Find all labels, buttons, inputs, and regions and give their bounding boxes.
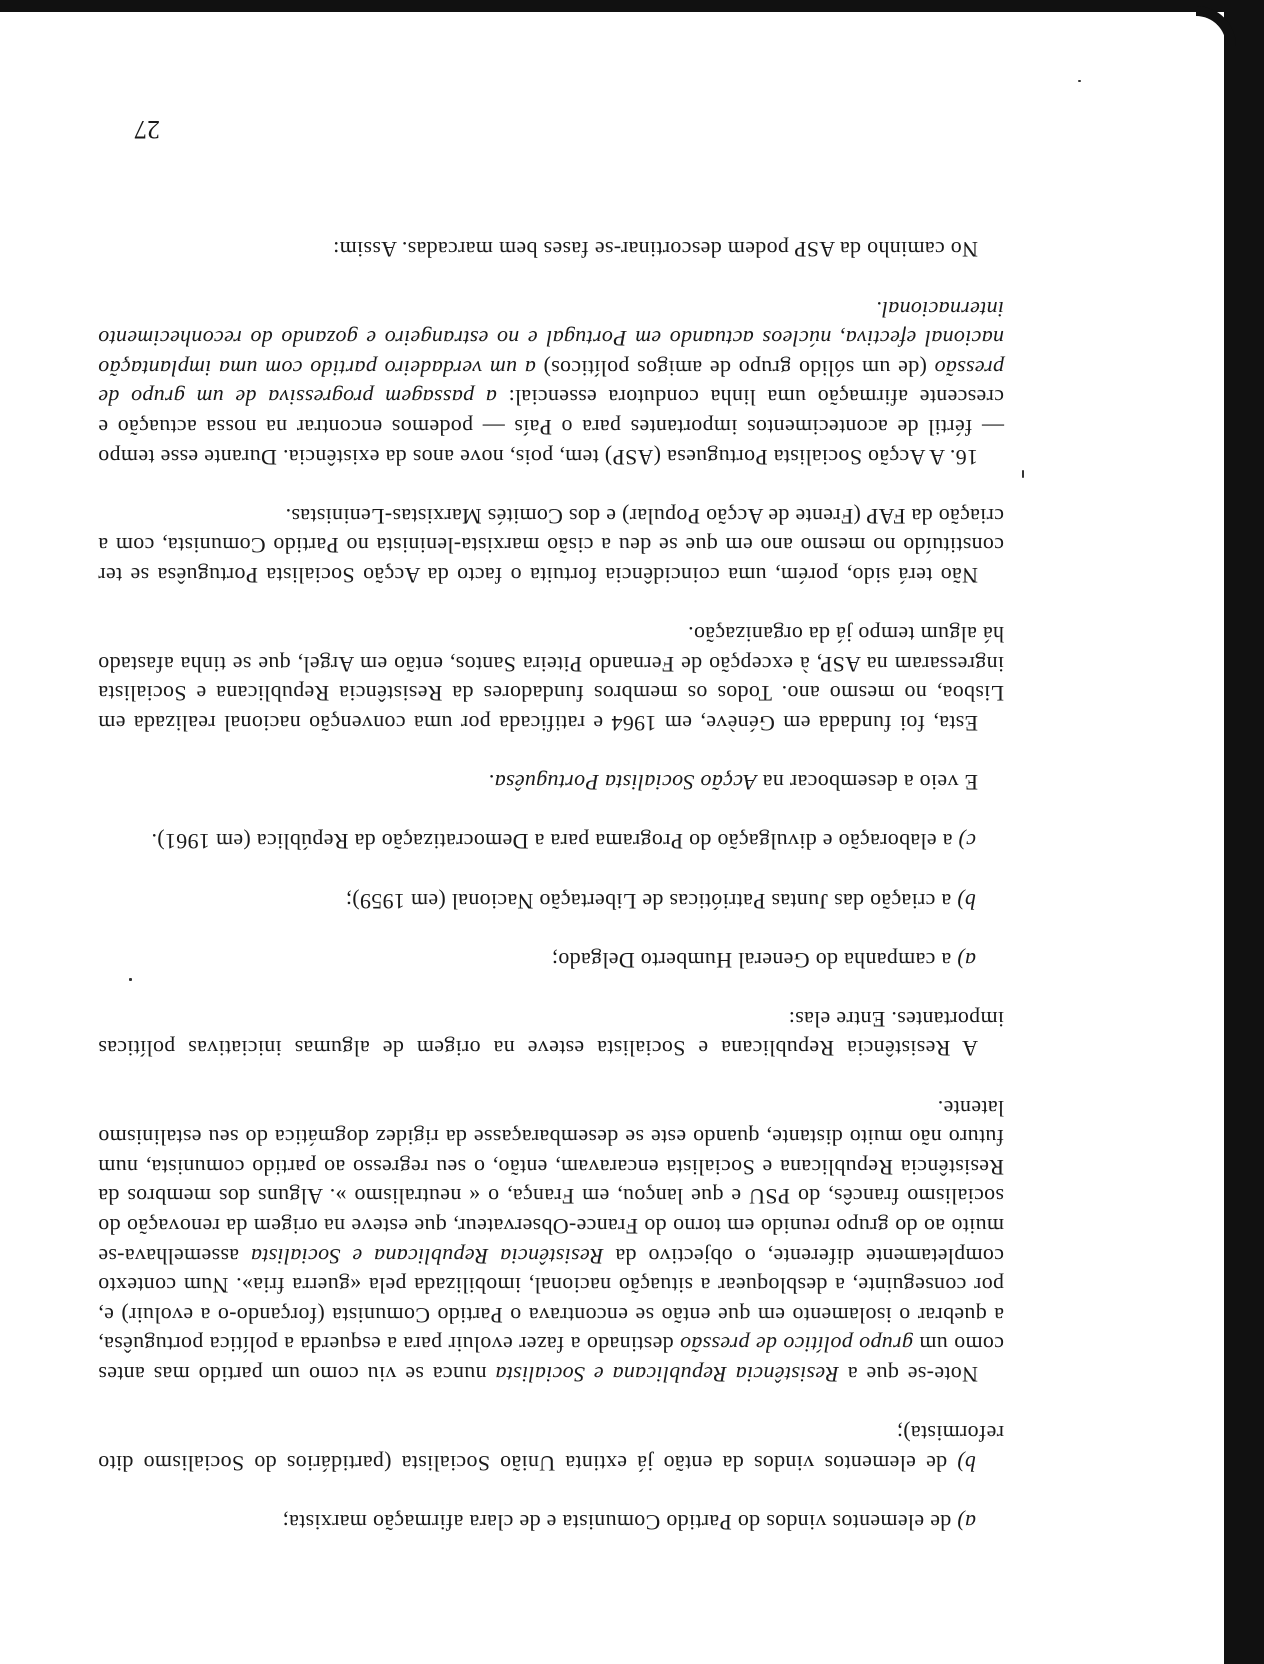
list-item-text: a criação das Juntas Patrióticas de Libertação Nacional (em 1959); bbox=[345, 888, 952, 914]
scan-speck bbox=[1022, 470, 1024, 478]
scan-speck bbox=[1078, 80, 1081, 82]
paragraph bbox=[98, 235, 1004, 265]
list-item-text: a campanha do General Humberto Delgado; bbox=[551, 947, 952, 973]
emphasis-text: grupo político de pressão bbox=[679, 1332, 913, 1358]
paragraph bbox=[98, 768, 1004, 798]
text-run: Note-se que a bbox=[838, 1362, 978, 1388]
text-run: nunca se viu como um partido mas antes como um bbox=[98, 1332, 1004, 1388]
paragraph bbox=[98, 1093, 1004, 1389]
paragraph-gap bbox=[98, 264, 1004, 294]
scan-speck bbox=[129, 978, 132, 981]
text-run: (de um sólido grupo de amigos políticos) bbox=[535, 355, 935, 381]
paragraph bbox=[98, 1004, 1004, 1063]
list-item-text: a elaboração e divulgação do Programa para a Democratização da República (em 1961). bbox=[151, 829, 953, 855]
list-item bbox=[98, 886, 1004, 916]
list-item-label: a) bbox=[957, 1510, 976, 1535]
text-run: No caminho da ASP podem descortinar-se fases bem marcadas. Assim: bbox=[332, 237, 978, 263]
paragraph-gap bbox=[98, 1478, 1004, 1508]
paragraph-gap bbox=[98, 590, 1004, 620]
list-item-text: de elementos vindos da então já extinta União Socialista (partidários do Socialismo dito reformista); bbox=[98, 1421, 1004, 1476]
list-item-label: b) bbox=[957, 1450, 976, 1476]
paragraph bbox=[98, 294, 1004, 472]
paragraph-gap bbox=[98, 472, 1004, 502]
emphasis-text: Resistência Republicana e Socialista bbox=[250, 1243, 604, 1269]
emphasis-text: Resistência Republicana e Socialista bbox=[495, 1362, 839, 1388]
emphasis-text: a um verdadeiro partido com uma implantação nacional efectiva, núcleos actuando em Portugal e no estrangeiro e gozando do reconhecimento internacional. bbox=[98, 296, 1004, 381]
emphasis-text: a passagem progressiva de um grupo de pressão bbox=[98, 355, 1004, 411]
page-number: 27 bbox=[134, 115, 160, 144]
text-run: Não terá sido, porém, uma coincidência fortuita o facto da Acção Socialista Portuguêsa se ter constituído no mesmo ano em que se deu a cisão marxista-leninista no Partido Comunista, com a criação da FAP (Frente de Acção Popular) e dos Comités Marxistas-Leninistas. bbox=[98, 503, 1004, 588]
paragraph-gap bbox=[98, 738, 1004, 768]
body-text bbox=[98, 235, 1004, 1537]
paragraph bbox=[98, 620, 1004, 738]
emphasis-text: Acção Socialista Portuguêsa bbox=[494, 770, 757, 796]
paragraph bbox=[98, 501, 1004, 590]
paragraph-gap bbox=[98, 975, 1004, 1005]
text-run: assemelhava-se muito ao do grupo reunido em torno do France-Observateur, que esteve na origem da renovação do socialismo francês, do PSU e que lançou, em França, o « neutralismo ». Alguns dos membros da Resistência Republicana e Socialista encaravam, então, o seu regresso ao partido comunista, num futuro não muito distante, quando este se desembaraçasse da rigidez dogmática do seu estalinismo latente. bbox=[98, 1095, 1004, 1269]
list-item bbox=[98, 1507, 1004, 1537]
text-run: 16. A Acção Socialista Portuguesa (ASP) tem, pois, nove anos da existência. Durante esse tempo — fértil de acontecimentos importantes para o País — podemos encontrar na nossa actuação e crescente afirmação uma linha condutora essencial: bbox=[98, 385, 1004, 470]
paragraph-gap bbox=[98, 797, 1004, 827]
text-run: Esta, foi fundada em Génève, em 1964 e ratificada por uma convenção nacional realizada em Lisboa, no mesmo ano. Todos os membros fundadores da Resistência Republicana e Socialista ingressaram na ASP, à excepção de Fernando Piteira Santos, então em Argel, que se tinha afastado há algum tempo já da organização. bbox=[98, 622, 1004, 736]
text-run: destinado a fazer evoluir para a esquerda a política portuguêsa, a quebrar o isolamento em que então se encontrava o Partido Comunista (forçando-o a evoluir) e, por conseguinte, a desbloquear a situação nacional, imobilizada pela «guerra fria». Num contexto completamente diferente, o objectivo da bbox=[98, 1243, 1004, 1358]
paragraph-gap bbox=[98, 1064, 1004, 1094]
text-run: E veio a desembocar na bbox=[756, 770, 978, 796]
list-item bbox=[98, 945, 1004, 975]
list-item bbox=[98, 1419, 1004, 1478]
text-run: . bbox=[488, 770, 495, 796]
text-run: A Resistência Republicana e Socialista esteve na origem de algumas iniciativas políticas importantes. Entre elas: bbox=[98, 1006, 1004, 1062]
list-item-text: de elementos vindos do Partido Comunista e de clara afirmação marxista; bbox=[282, 1510, 952, 1535]
list-item-label: b) bbox=[957, 888, 976, 914]
paragraph-gap bbox=[98, 856, 1004, 886]
paragraph-gap bbox=[98, 1389, 1004, 1419]
list-item bbox=[98, 827, 1004, 857]
paragraph-gap bbox=[98, 916, 1004, 946]
list-item-label: a) bbox=[957, 947, 976, 973]
list-item-label: c) bbox=[958, 829, 976, 855]
